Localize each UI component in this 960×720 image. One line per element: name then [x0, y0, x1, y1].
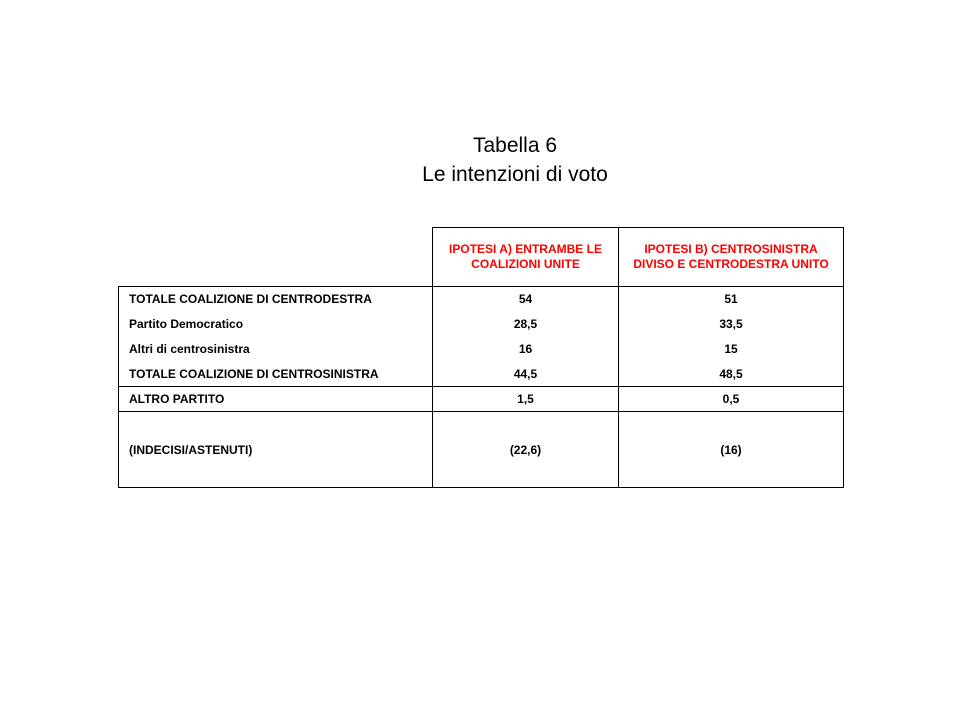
row-value-b: (16) [619, 412, 844, 488]
title-line-1: Tabella 6 [472, 134, 558, 157]
row-value-a: 44,5 [433, 362, 619, 387]
row-label: Partito Democratico [119, 312, 433, 337]
row-value-b: 15 [619, 337, 844, 362]
row-label: Altri di centrosinistra [119, 337, 433, 362]
table-row [119, 337, 844, 362]
table-row [119, 387, 844, 412]
header-empty-cell [119, 228, 433, 287]
row-value-b: 0,5 [619, 387, 844, 412]
row-value-b: 51 [619, 287, 844, 312]
row-label: (INDECISI/ASTENUTI) [119, 412, 433, 488]
row-value-a: 16 [433, 337, 619, 362]
voting-intentions-table [118, 227, 844, 488]
row-value-b: 33,5 [619, 312, 844, 337]
page-title [300, 131, 730, 189]
header-hypothesis-a: IPOTESI A) ENTRAMBE LE COALIZIONI UNITE [433, 228, 619, 287]
table-row [119, 412, 844, 488]
row-label: ALTRO PARTITO [119, 387, 433, 412]
row-value-b: 48,5 [619, 362, 844, 387]
table-row [119, 312, 844, 337]
row-label: TOTALE COALIZIONE DI CENTROSINISTRA [119, 362, 433, 387]
header-hypothesis-b: IPOTESI B) CENTROSINISTRA DIVISO E CENTRODESTRA UNITO [619, 228, 844, 287]
row-label: TOTALE COALIZIONE DI CENTRODESTRA [119, 287, 433, 312]
title-line-2: Le intenzioni di voto [422, 163, 608, 186]
row-value-a: 54 [433, 287, 619, 312]
table-row [119, 362, 844, 387]
row-value-a: 1,5 [433, 387, 619, 412]
table-row [119, 287, 844, 312]
row-value-a: (22,6) [433, 412, 619, 488]
table-header-row [119, 228, 844, 287]
row-value-a: 28,5 [433, 312, 619, 337]
